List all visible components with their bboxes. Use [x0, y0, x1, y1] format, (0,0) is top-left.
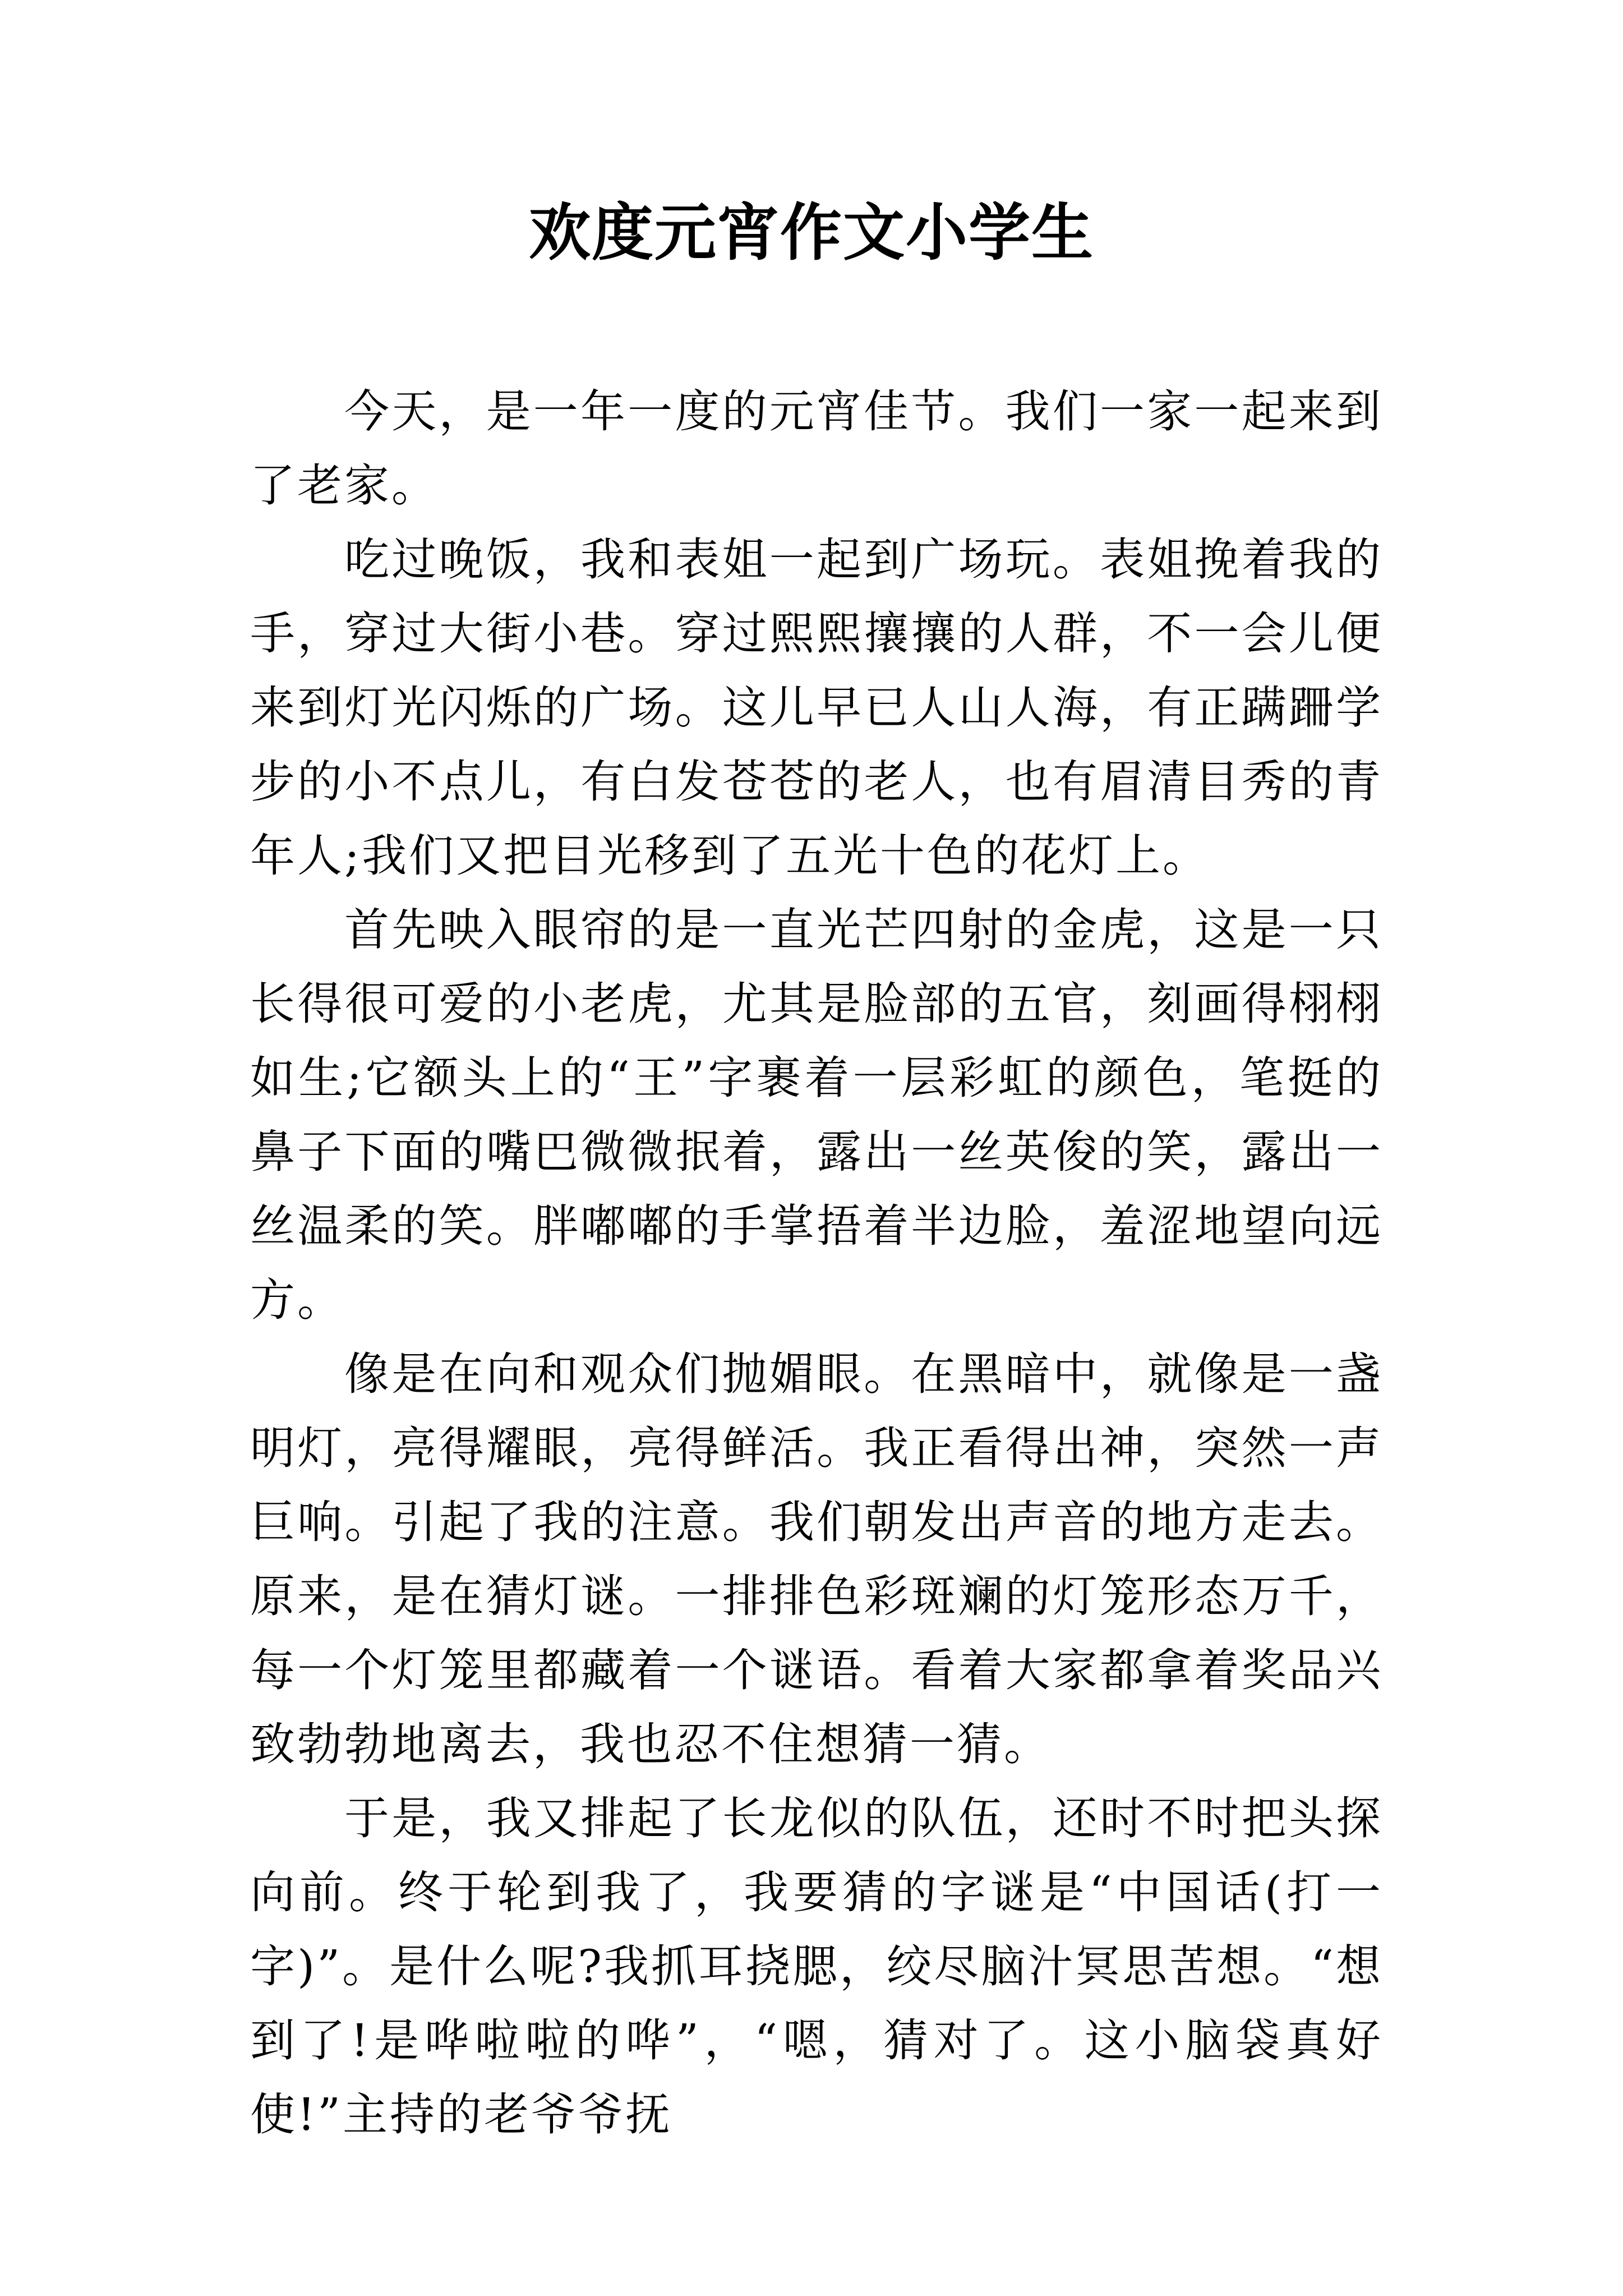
- document-body: [250, 375, 1383, 2152]
- paragraph: 首先映入眼帘的是一直光芒四射的金虎，这是一只长得很可爱的小老虎，尤其是脸部的五官，刻画得栩栩如生;它额头上的“王”字裹着一层彩虹的颜色，笔挺的鼻子下面的嘴巴微微抿着，露出一丝英俊的笑，露出一丝温柔的笑。胖嘟嘟的手掌捂着半边脸，羞涩地望向远方。: [250, 904, 1383, 1326]
- document-title: 欢度元宵作文小学生: [529, 196, 1094, 269]
- paragraph: 像是在向和观众们抛媚眼。在黑暗中，就像是一盏明灯，亮得耀眼，亮得鲜活。我正看得出神，突然一声巨响。引起了我的注意。我们朝发出声音的地方走去。原来，是在猜灯谜。一排排色彩斑斓的灯笼形态万千，每一个灯笼里都藏着一个谜语。看着大家都拿着奖品兴致勃勃地离去，我也忍不住想猜一猜。: [250, 1348, 1383, 1770]
- paragraph: 吃过晚饭，我和表姐一起到广场玩。表姐挽着我的手，穿过大街小巷。穿过熙熙攘攘的人群，不一会儿便来到灯光闪烁的广场。这儿早已人山人海，有正蹒跚学步的小不点儿，有白发苍苍的老人，也有眉清目秀的青年人;我们又把目光移到了五光十色的花灯上。: [250, 533, 1383, 882]
- paragraph: 今天，是一年一度的元宵佳节。我们一家一起来到了老家。: [250, 385, 1383, 512]
- paragraph: 于是，我又排起了长龙似的队伍，还时不时把头探向前。终于轮到我了，我要猜的字谜是“中国话(打一字)”。是什么呢?我抓耳挠腮，绞尽脑汁冥思苦想。“想到了!是哗啦啦的哗”，“嗯，猜对了。这小脑袋真好使!”主持的老爷爷抚: [250, 1792, 1383, 2141]
